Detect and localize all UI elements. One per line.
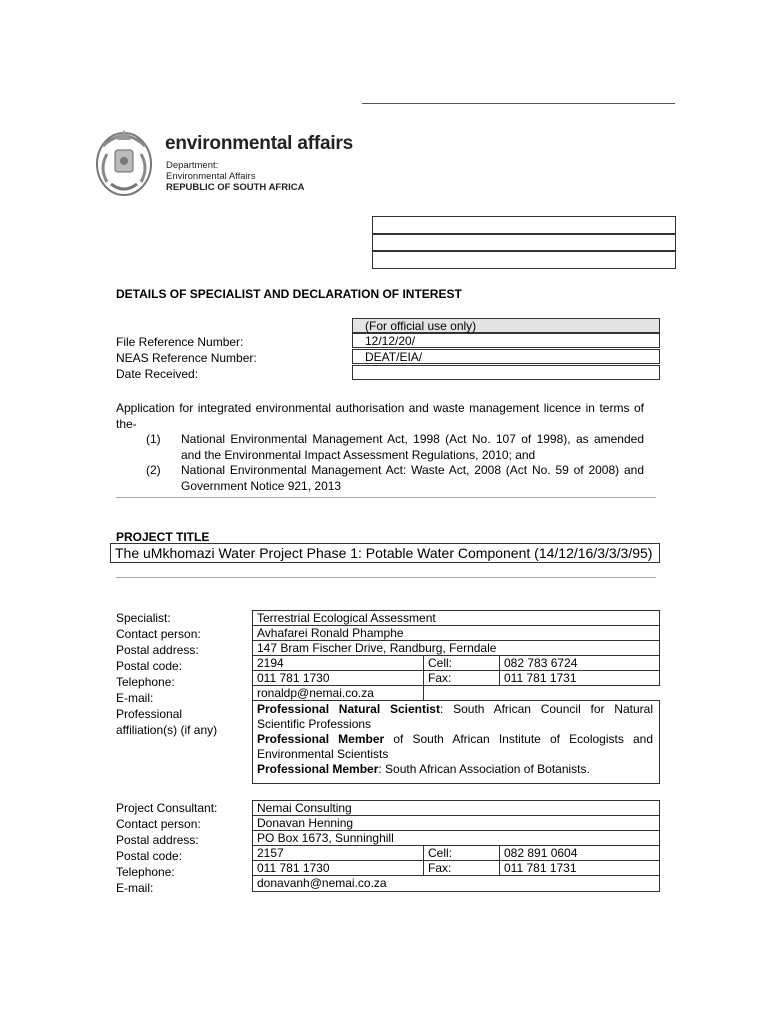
telephone-field[interactable]: 011 781 1730 <box>252 670 424 686</box>
neas-reference-label: NEAS Reference Number: <box>116 351 257 365</box>
affiliation-3-text: : South African Association of Botanists. <box>378 762 590 776</box>
date-received-field[interactable] <box>352 365 660 380</box>
project-title-field[interactable]: The uMkhomazi Water Project Phase 1: Potable Water Component (14/12/16/3/3/3/95) <box>110 543 660 563</box>
section-divider <box>116 497 656 498</box>
email-field[interactable]: ronaldp@nemai.co.za <box>252 685 424 701</box>
official-use-header: (For official use only) <box>352 318 660 333</box>
consultant-address-label: Postal address: <box>116 833 199 847</box>
specialist-label: Specialist: <box>116 611 171 625</box>
item-2-text: National Environmental Management Act: Waste Act, 2008 (Act No. 59 of 2008) and Government Notice 921, 2013 <box>181 463 644 493</box>
consultant-address-field[interactable]: PO Box 1673, Sunninghill <box>252 830 660 846</box>
reference-box-3[interactable] <box>372 250 676 269</box>
telephone-label: Telephone: <box>116 675 175 689</box>
consultant-email-label: E-mail: <box>116 881 154 895</box>
neas-reference-field[interactable]: DEAT/EIA/ <box>352 349 660 364</box>
consultant-code-label: Postal code: <box>116 849 183 863</box>
affiliation-3-title: Professional Member <box>257 762 379 776</box>
email-label: E-mail: <box>116 691 154 705</box>
postal-address-field[interactable]: 147 Bram Fischer Drive, Randburg, Ferndale <box>252 640 660 656</box>
affiliation-label: affiliation(s) (if any) <box>116 723 218 737</box>
postal-address-label: Postal address: <box>116 643 199 657</box>
date-received-label: Date Received: <box>116 367 199 381</box>
postal-code-field[interactable]: 2194 <box>252 655 424 671</box>
consultant-email-field[interactable]: donavanh@nemai.co.za <box>252 875 660 892</box>
file-reference-field[interactable]: 12/12/20/ <box>352 333 660 348</box>
item-2-number: (2) <box>146 463 161 477</box>
brand-republic: REPUBLIC OF SOUTH AFRICA <box>166 182 305 193</box>
consultant-code-field[interactable]: 2157 <box>252 845 424 861</box>
item-1-number: (1) <box>146 432 161 446</box>
affiliation-1-title: Professional Natural Scientist <box>257 702 440 716</box>
top-rule <box>362 103 675 104</box>
affiliation-2-text: of South African Institute of Ecologists and Environmental Scientists <box>257 732 653 761</box>
affiliation-1-text: : South African Council for Natural Scientific Professions <box>257 702 653 731</box>
page-title: DETAILS OF SPECIALIST AND DECLARATION OF INTEREST <box>116 287 462 301</box>
project-title-label: PROJECT TITLE <box>116 530 210 544</box>
professional-label: Professional <box>116 707 183 721</box>
affiliation-2-title: Professional Member <box>257 732 385 746</box>
brand-title: environmental affairs <box>165 133 353 154</box>
consultant-telephone-label: Telephone: <box>116 865 175 879</box>
consultant-fax-label: Fax: <box>423 860 500 876</box>
application-intro: Application for integrated environmental authorisation and waste management licence in terms of the- <box>116 401 644 431</box>
consultant-contact-field[interactable]: Donavan Henning <box>252 815 660 831</box>
brand-department: Department: <box>166 160 219 171</box>
consultant-contact-label: Contact person: <box>116 817 201 831</box>
fax-field[interactable]: 011 781 1731 <box>499 670 660 686</box>
consultant-fax-field[interactable]: 011 781 1731 <box>499 860 660 876</box>
contact-person-field[interactable]: Avhafarei Ronald Phamphe <box>252 625 660 641</box>
consultant-label: Project Consultant: <box>116 801 218 815</box>
file-reference-label: File Reference Number: <box>116 335 244 349</box>
coat-of-arms-icon <box>93 124 155 198</box>
affiliation-field[interactable] <box>252 700 660 784</box>
consultant-cell-field[interactable]: 082 891 0604 <box>499 845 660 861</box>
fax-label: Fax: <box>423 670 500 686</box>
consultant-field[interactable]: Nemai Consulting <box>252 800 660 816</box>
brand-env-affairs: Environmental Affairs <box>166 171 256 182</box>
section-divider-2 <box>116 577 656 578</box>
item-1-text: National Environmental Management Act, 1998 (Act No. 107 of 1998), as amended and the Environmental Impact Assessment Regulations, 2010; and <box>181 432 644 462</box>
contact-person-label: Contact person: <box>116 627 201 641</box>
cell-label: Cell: <box>423 655 500 671</box>
consultant-cell-label: Cell: <box>423 845 500 861</box>
cell-field[interactable]: 082 783 6724 <box>499 655 660 671</box>
postal-code-label: Postal code: <box>116 659 183 673</box>
consultant-telephone-field[interactable]: 011 781 1730 <box>252 860 424 876</box>
specialist-field[interactable]: Terrestrial Ecological Assessment <box>252 610 660 626</box>
